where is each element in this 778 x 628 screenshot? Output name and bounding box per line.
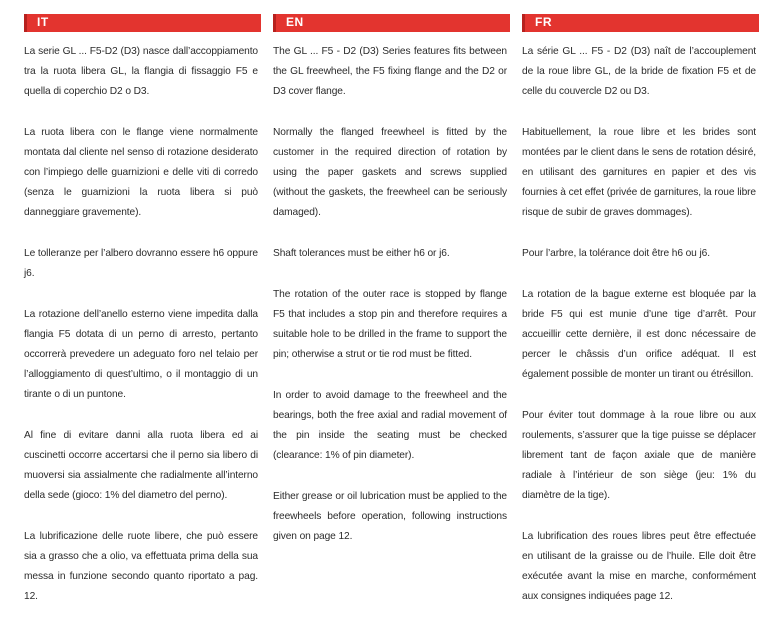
column-body [273, 42, 507, 547]
paragraph: La lubrificazione delle ruote libere, che può essere sia a grasso che a olio, va effettuata prima della sua messa in funzione secondo quanto riportato a pag. 12. [24, 531, 258, 602]
language-tab-it [24, 14, 261, 32]
paragraph: Al fine di evitare danni alla ruota libera ed ai cuscinetti occorre accertarsi che il perno sia libero di muoversi sia assialmente che radialmente all’interno della sede (gioco: 1% del diametro del perno). [24, 430, 258, 501]
column-english [273, 0, 507, 568]
paragraph: The GL ... F5 - D2 (D3) Series features fits between the GL freewheel, the F5 fixing flange and the D2 or D3 cover flange. [273, 46, 507, 97]
paragraph: La série GL ... F5 - D2 (D3) naît de l’accouplement de la roue libre GL, de la bride de fixation F5 et de celle du couvercle D2 ou D3. [522, 46, 756, 97]
paragraph: La lubrification des roues libres peut être effectuée en utilisant de la graisse ou de l’huile. Elle doit être exécutée avant la mise en marche, conformément aux consignes indiquées page 12. [522, 531, 756, 602]
column-french [522, 0, 756, 628]
paragraph: Normally the flanged freewheel is fitted by the customer in the required direction of rotation by using the paper gaskets and screws supplied (without the gaskets, the freewheel can be seriously damaged). [273, 127, 507, 218]
paragraph: Either grease or oil lubrication must be applied to the freewheels before operation, following instructions given on page 12. [273, 491, 507, 542]
column-body [24, 42, 258, 607]
paragraph: La rotation de la bague externe est bloquée par la bride F5 qui est munie d’une tige d’arrêt. Pour accueillir cette dernière, il est donc nécessaire de percer le châssis d’un orifice adéquat. Il est également possible de monter un tirant ou étrésillon. [522, 289, 756, 380]
paragraph: La rotazione dell’anello esterno viene impedita dalla flangia F5 dotata di un perno di arresto, pertanto occorrerà prevedere un adeguato foro nel telaio per l’alloggiamento di quest’ultimo, o il montaggio di un tirante o di un puntone. [24, 309, 258, 400]
language-tab-fr [522, 14, 759, 32]
paragraph: Pour l’arbre, la tolérance doit être h6 ou j6. [522, 248, 710, 259]
language-code: IT [37, 15, 49, 29]
paragraph: Pour éviter tout dommage à la roue libre ou aux roulements, s’assurer que la tige puisse se déplacer librement tant de façon axiale que de manière radiale à l’intérieur de son siège (jeu: 1% du diamètre de la tige). [522, 410, 756, 501]
language-code: FR [535, 15, 552, 29]
paragraph: La ruota libera con le flange viene normalmente montata dal cliente nel senso di rotazione desiderato con l’impiego delle guarnizioni e delle viti di corredo (senza le guarnizioni la ruota libera si può danneggiare gravemente). [24, 127, 258, 218]
column-body [522, 42, 756, 607]
paragraph: La serie GL ... F5-D2 (D3) nasce dall’accoppiamento tra la ruota libera GL, la flangia di fissaggio F5 e quella di coperchio D2 o D3. [24, 46, 258, 97]
language-tab-en [273, 14, 510, 32]
paragraph: Habituellement, la roue libre et les brides sont montées par le client dans le sens de rotation désiré, en utilisant des garnitures en papier et des vis fournies à cet effet (privée de garnitures, la roue libre risque de subir de graves dommages). [522, 127, 756, 218]
column-italian [24, 0, 258, 628]
paragraph: The rotation of the outer race is stopped by flange F5 that includes a stop pin and therefore requires a suitable hole to be drilled in the frame to support the pin; otherwise a strut or tie rod must be fitted. [273, 289, 507, 360]
paragraph: Shaft tolerances must be either h6 or j6. [273, 248, 450, 259]
language-code: EN [286, 15, 304, 29]
paragraph: In order to avoid damage to the freewheel and the bearings, both the free axial and radial movement of the pin inside the seating must be checked (clearance: 1% of pin diameter). [273, 390, 507, 461]
paragraph: Le tolleranze per l’albero dovranno essere h6 oppure j6. [24, 248, 258, 279]
